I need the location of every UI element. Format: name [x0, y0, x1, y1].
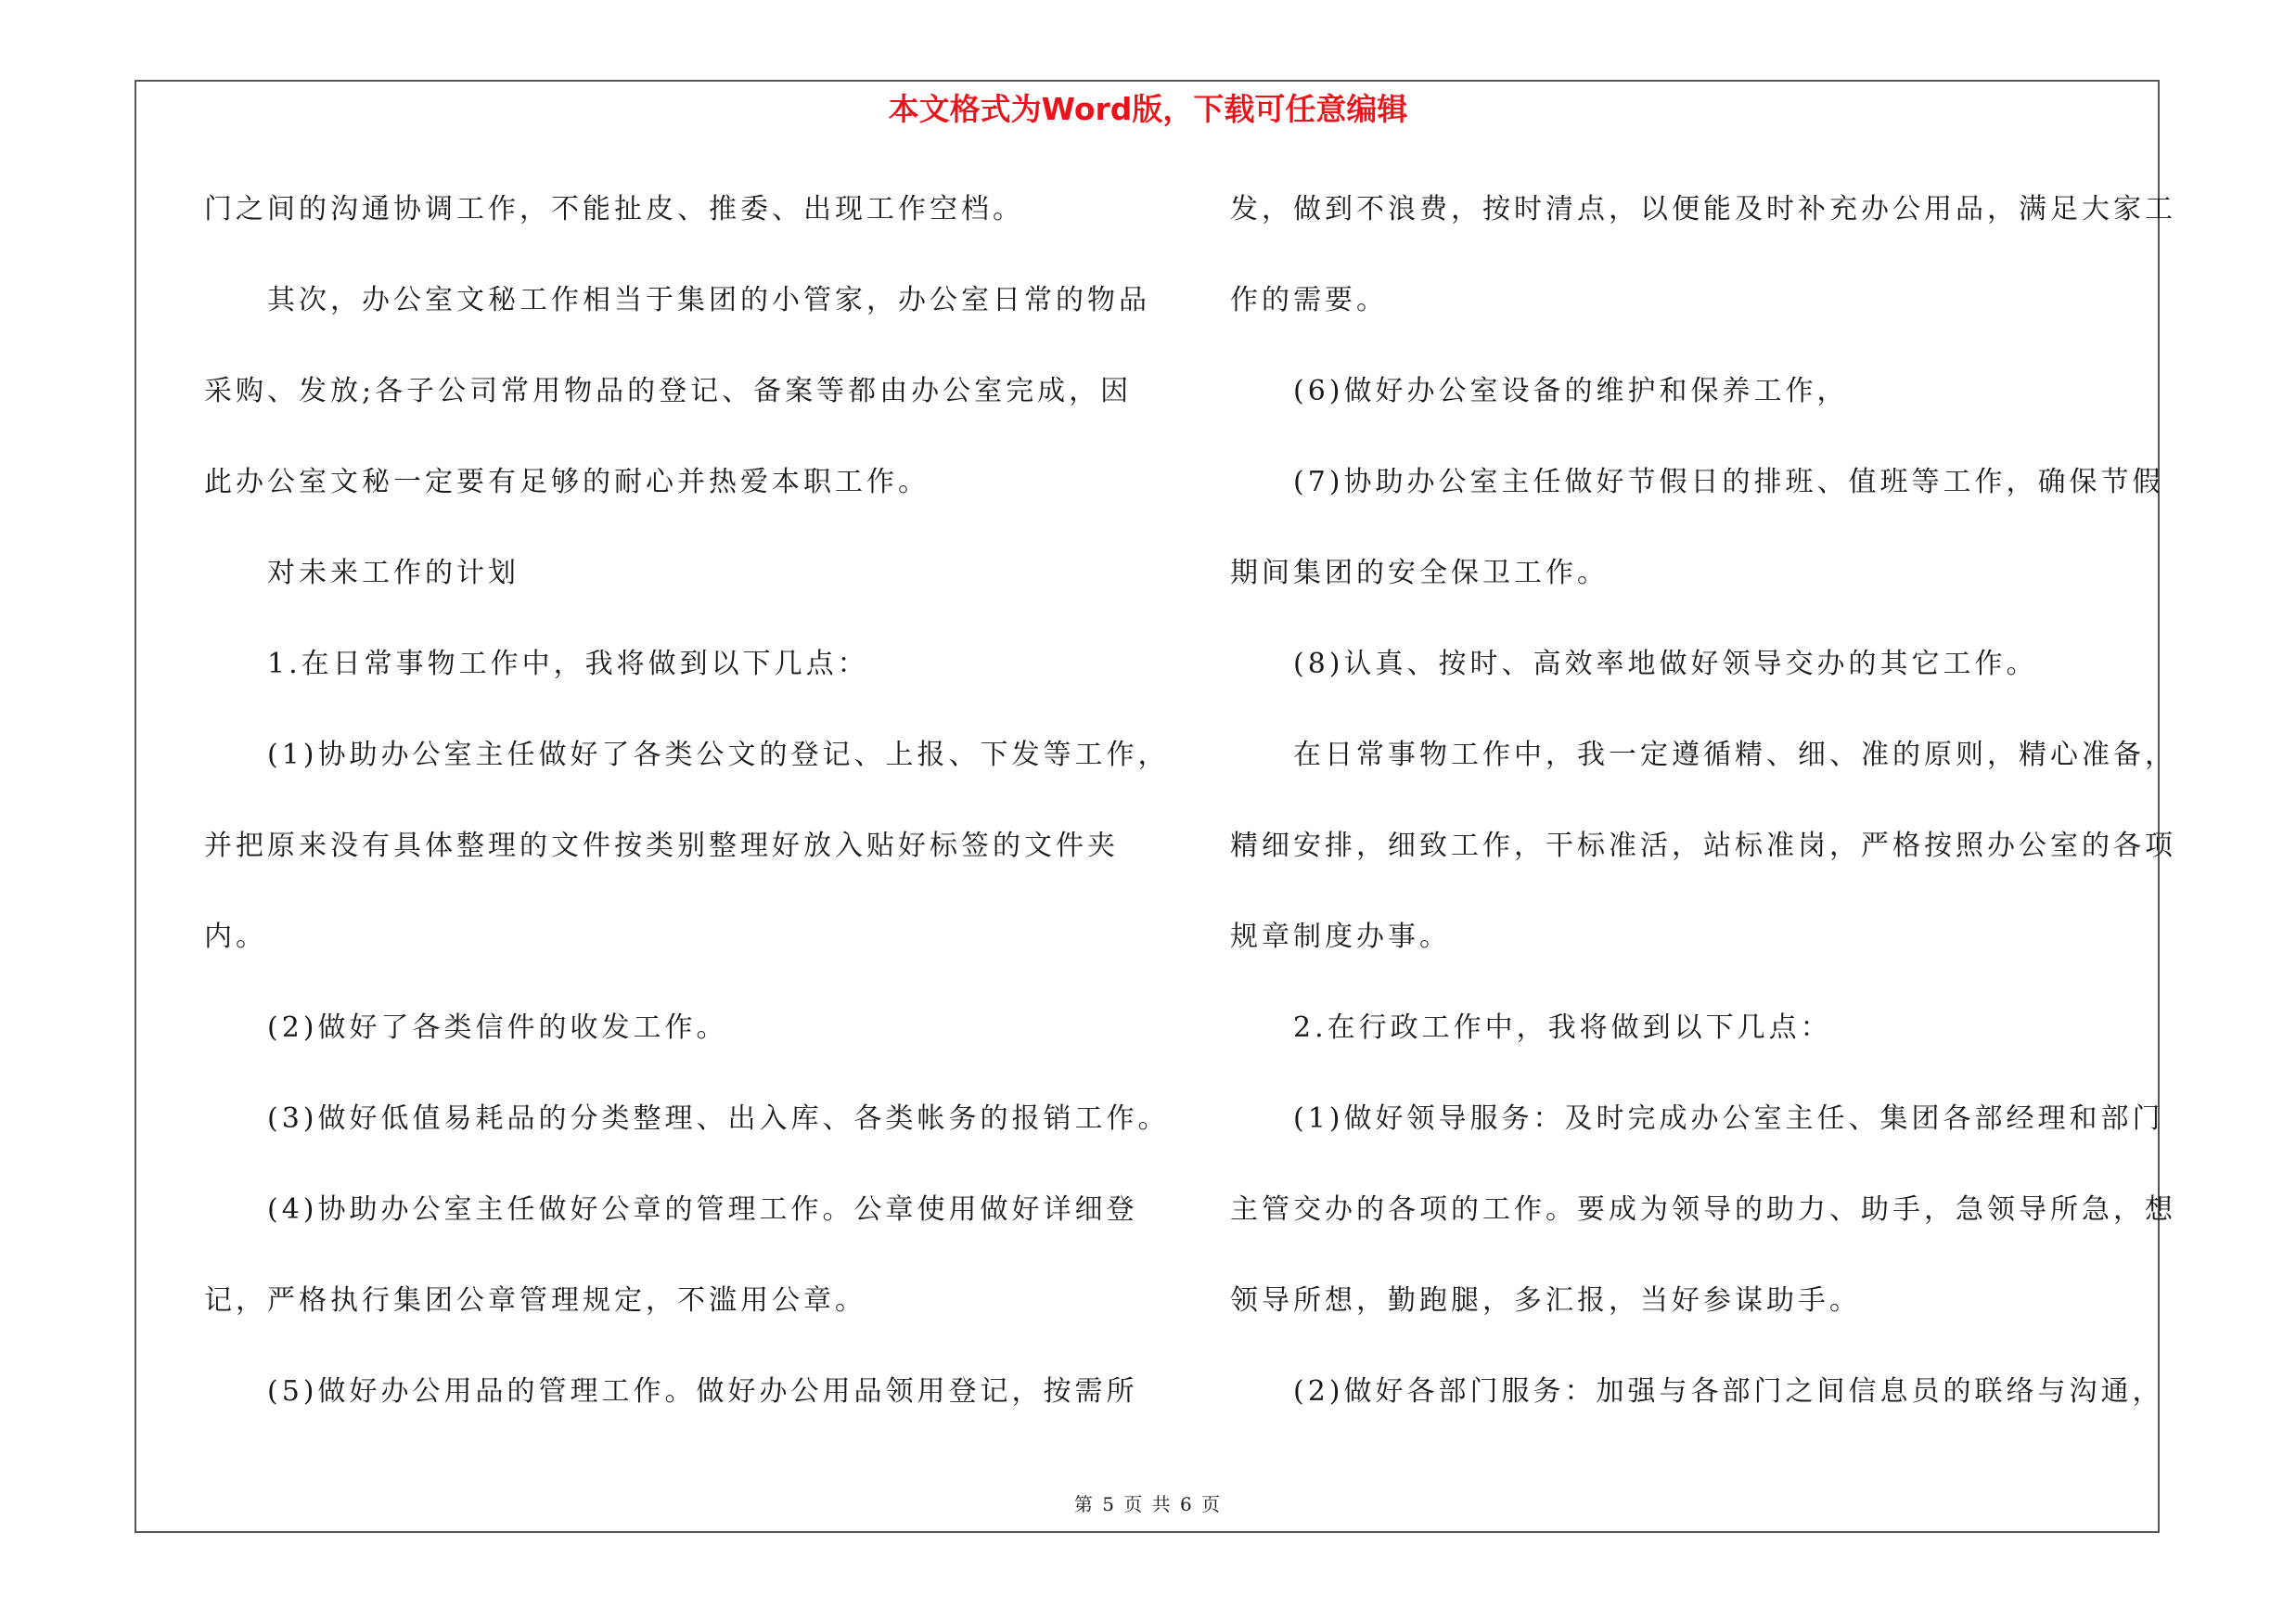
text-line: 精细安排，细致工作，干标准活，站标准岗，严格按照办公室的各项 [1230, 830, 2176, 862]
text-line: 此办公室文秘一定要有足够的耐心并热爱本职工作。 [204, 466, 930, 498]
text-line: 其次，办公室文秘工作相当于集团的小管家，办公室日常的物品 [267, 284, 1150, 316]
text-line: 作的需要。 [1230, 284, 1388, 316]
text-line: 对未来工作的计划 [267, 557, 519, 589]
text-line: (7)协助办公室主任做好节假日的排班、值班等工作，确保节假 [1293, 466, 2164, 498]
text-line: (2)做好了各类信件的收发工作。 [267, 1011, 728, 1044]
left-text-column [204, 181, 1170, 1454]
text-line: 2.在行政工作中，我将做到以下几点： [1293, 1011, 1832, 1044]
text-line: 发，做到不浪费，按时清点，以便能及时补充办公用品，满足大家工 [1230, 193, 2176, 225]
text-line: 内。 [204, 921, 267, 953]
format-banner: 本文格式为Word版，下载可任意编辑 [888, 91, 1408, 127]
text-line: 并把原来没有具体整理的文件按类别整理好放入贴好标签的文件夹 [204, 830, 1119, 862]
text-line: 采购、发放;各子公司常用物品的登记、备案等都由办公室完成，因 [204, 375, 1133, 407]
text-line: (1)做好领导服务：及时完成办公室主任、集团各部经理和部门 [1293, 1102, 2164, 1135]
text-line: 1.在日常事物工作中，我将做到以下几点： [267, 648, 869, 680]
text-line: 领导所想，勤跑腿，多汇报，当好参谋助手。 [1230, 1284, 1861, 1317]
text-line: 主管交办的各项的工作。要成为领导的助力、助手，急领导所急，想 [1230, 1193, 2176, 1226]
text-line: 期间集团的安全保卫工作。 [1230, 557, 1609, 589]
text-line: (4)协助办公室主任做好公章的管理工作。公章使用做好详细登 [267, 1193, 1138, 1226]
text-line: (2)做好各部门服务：加强与各部门之间信息员的联络与沟通， [1293, 1375, 2164, 1408]
right-text-column [1230, 181, 2176, 1454]
text-line: (8)认真、按时、高效率地做好领导交办的其它工作。 [1293, 648, 2038, 680]
text-line: 规章制度办事。 [1230, 921, 1451, 953]
text-line: (6)做好办公室设备的维护和保养工作， [1293, 375, 1849, 407]
text-line: 在日常事物工作中，我一定遵循精、细、准的原则，精心准备， [1293, 739, 2176, 771]
text-line: 记，严格执行集团公章管理规定，不滥用公章。 [204, 1284, 866, 1317]
text-line: 门之间的沟通协调工作，不能扯皮、推委、出现工作空档。 [204, 193, 1024, 225]
text-line: (5)做好办公用品的管理工作。做好办公用品领用登记，按需所 [267, 1375, 1138, 1408]
text-line: (3)做好低值易耗品的分类整理、出入库、各类帐务的报销工作。 [267, 1102, 1170, 1135]
text-line: (1)协助办公室主任做好了各类公文的登记、上报、下发等工作， [267, 739, 1170, 771]
page-number-footer: 第 5 页 共 6 页 [1073, 1493, 1223, 1515]
